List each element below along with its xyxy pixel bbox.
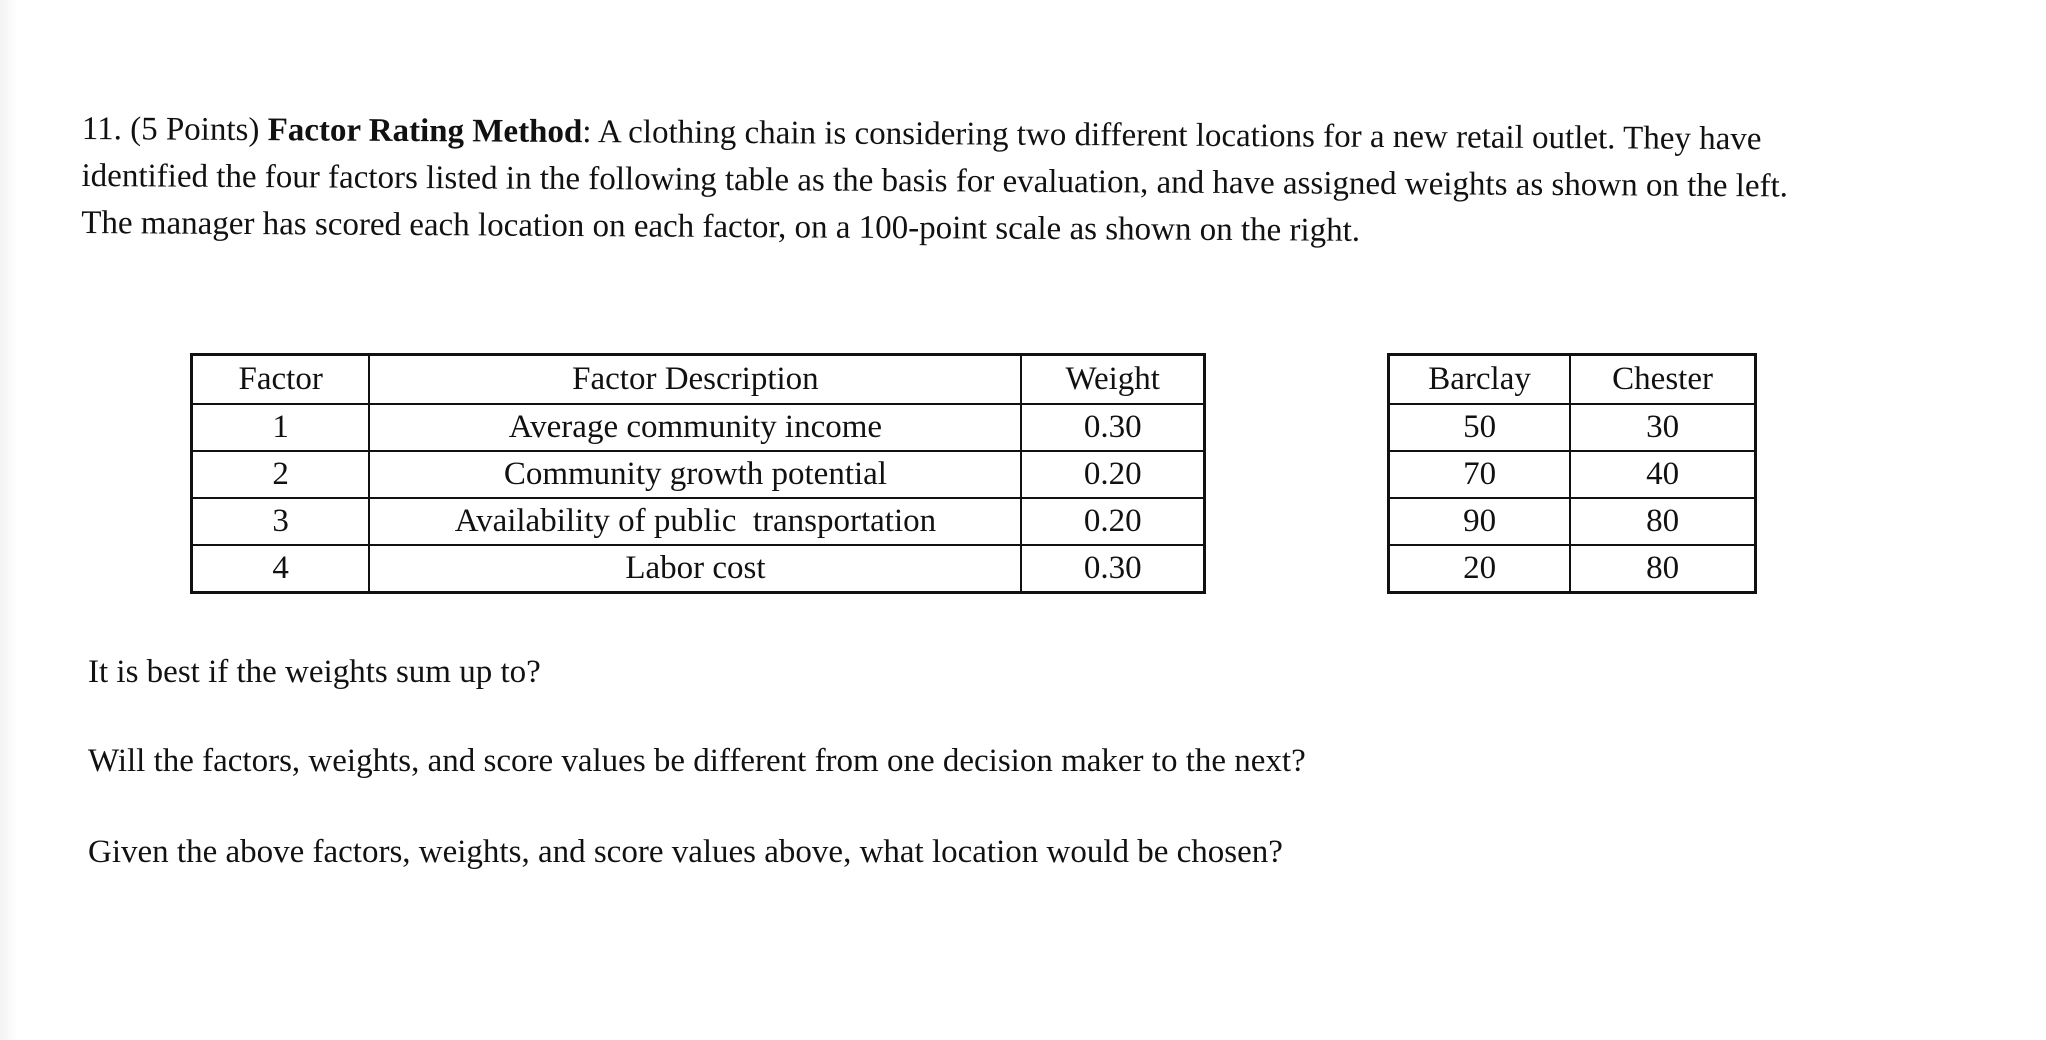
factor-description: Availability of public transportation: [369, 498, 1021, 545]
question-decision-maker-variation: Will the factors, weights, and score values be different from one decision maker to the next?: [88, 743, 1306, 779]
header-factor-description: Factor Description: [369, 355, 1021, 405]
chester-score: 40: [1570, 451, 1755, 498]
factor-weight: 0.30: [1021, 404, 1204, 451]
barclay-score: 50: [1389, 404, 1571, 451]
barclay-score: 70: [1389, 451, 1571, 498]
problem-title-colon: :: [582, 114, 592, 151]
table-row: [1389, 404, 1756, 451]
factor-number: 4: [192, 545, 370, 593]
table-row: [1389, 451, 1756, 498]
factor-number: 3: [192, 498, 370, 545]
barclay-score: 90: [1389, 498, 1571, 545]
barclay-score: 20: [1389, 545, 1571, 593]
score-table-header-row: [1389, 355, 1756, 405]
factor-table-header-row: [192, 355, 1205, 405]
header-barclay: Barclay: [1389, 355, 1571, 405]
table-row: [192, 451, 1205, 498]
header-factor: Factor: [192, 355, 370, 405]
header-chester: Chester: [1570, 355, 1755, 405]
factor-table: [190, 353, 1206, 594]
table-row: [192, 404, 1205, 451]
factor-number: 1: [192, 404, 370, 451]
problem-body: A clothing chain is considering two different locations for a new retail outlet. They have identified the four factors listed in the following table as the basis for evaluation, and have assigned weights as shown on the left. The manager has scored each location on each factor, on a 100-point scale as shown on the right.: [81, 114, 1789, 249]
factor-description: Labor cost: [369, 545, 1021, 593]
location-score-table: [1387, 353, 1757, 594]
factor-description: Community growth potential: [369, 451, 1021, 498]
problem-title: Factor Rating Method: [267, 112, 583, 151]
chester-score: 80: [1570, 545, 1755, 593]
chester-score: 80: [1570, 498, 1755, 545]
factor-description: Average community income: [369, 404, 1021, 451]
question-weights-sum: It is best if the weights sum up to?: [88, 654, 541, 690]
chester-score: 30: [1570, 404, 1755, 451]
table-row: [192, 545, 1205, 593]
factor-weight: 0.20: [1021, 451, 1204, 498]
table-row: [1389, 545, 1756, 593]
factor-weight: 0.30: [1021, 545, 1204, 593]
factor-number: 2: [192, 451, 370, 498]
factor-weight: 0.20: [1021, 498, 1204, 545]
problem-number: 11.: [81, 110, 122, 148]
table-row: [1389, 498, 1756, 545]
problem-points: (5 Points): [130, 111, 260, 149]
problem-statement: [81, 106, 1842, 258]
table-row: [192, 498, 1205, 545]
header-weight: Weight: [1021, 355, 1204, 405]
question-location-choice: Given the above factors, weights, and score values above, what location would be chosen?: [88, 834, 1283, 870]
